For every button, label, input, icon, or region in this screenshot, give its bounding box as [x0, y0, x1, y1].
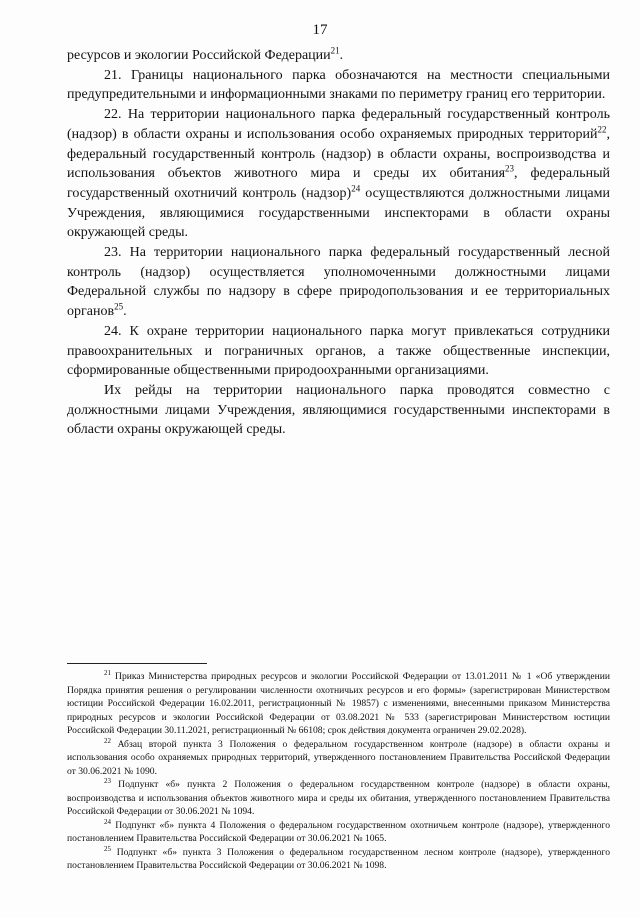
paragraph-text: осуществляются должностными лицами Учреждения, являющимися государственными инспекторами в области охраны окружающей среды. [67, 185, 610, 241]
footnote-text: Абзац второй пункта 3 Положения о федеральном государственном контроле (надзоре) в области охраны и использования особо охраняемых природных территорий, утвержденного постановлением Правительства Российской Федерации от 30.06.2021 № 1090. [67, 738, 610, 777]
paragraph [67, 381, 610, 440]
footnotes [67, 670, 610, 873]
paragraph-text: 23. На территории национального парка федеральный государственный лесной контроль (надзор) осуществляется уполномоченными должностными лицами Федеральной службы по надзору в сфере природопользования и ее территориальных органов [67, 245, 610, 320]
footnote-ref: 22 [597, 124, 607, 135]
footnote [67, 738, 610, 779]
paragraph-text: . [339, 48, 344, 63]
footnote-number: 24 [104, 817, 111, 826]
paragraph-text: ресурсов и экологии Российской Федерации [67, 48, 331, 63]
paragraph [67, 66, 610, 105]
page-number: 17 [312, 22, 328, 38]
paragraph-text: 21. Границы национального парка обозначаются на местности специальными предупредительными и информационными знаками по периметру границ его территории. [67, 67, 610, 103]
footnote-text: Приказ Министерства природных ресурсов и экологии Российской Федерации от 13.01.2011 № 1 «Об утверждении Порядка принятия решения о регулировании численности охотничьих ресурсов и его формы» (зарегистрирован Министерством юстиции Российской Федерации 16.02.2011, регистрационный № 19857) с изменениями, внесенными приказом Министерства природных ресурсов и экологии Российской Федерации от 03.08.2021 № 533 (зарегистрирован Министерством юстиции Российской Федерации 30.11.2021, регистрационный № 66108; срок действия документа ограничен 29.02.2028). [67, 671, 610, 736]
footnote-text: Подпункт «б» пункта 4 Положения о федеральном государственном охотничьем контроле (надзоре), утвержденного постановлением Правительства Российской Федерации от 30.06.2021 № 1065. [67, 819, 610, 844]
footnote-number: 23 [104, 776, 111, 785]
footnote-text: Подпункт «б» пункта 2 Положения о федеральном государственном контроле (надзоре) в области охраны, воспроизводства и использования объектов животного мира и среды их обитания, утвержденного постановлением Правительства Российской Федерации от 30.06.2021 № 1094. [67, 779, 610, 817]
footnote [67, 670, 610, 738]
footnote-ref: 23 [505, 163, 515, 174]
footnote-number: 25 [104, 844, 111, 853]
paragraph-text: . [123, 304, 127, 320]
paragraph-text: 24. К охране территории национального парка могут привлекаться сотрудники правоохранительных и пограничных органов, а также общественные инспекции, сформированные общественными природоохранными организациями. [67, 323, 610, 379]
paragraph-text: , федеральный государственный контроль (надзор) в области охраны, воспроизводства и использования объектов животного мира и среды их обитания [67, 126, 610, 182]
paragraph [67, 243, 610, 322]
paragraph [67, 322, 610, 381]
footnote-ref: 21 [330, 45, 340, 56]
footnote [67, 778, 610, 819]
paragraph-text: 22. На территории национального парка федеральный государственный контроль (надзор) в области охраны и использования особо охраняемых природных территорий [67, 107, 610, 142]
footnote-separator [67, 663, 207, 664]
paragraph-text: Их рейды на территории национального парка проводятся совместно с должностными лицами Учреждения, являющимися государственными инспекторами в области охраны окружающей среды. [67, 382, 610, 438]
paragraph-text: , федеральный государственный охотничий контроль (надзор) [67, 166, 610, 201]
main-text [67, 46, 610, 440]
footnote-ref: 24 [351, 183, 361, 194]
paragraph [67, 105, 610, 243]
footnote [67, 819, 610, 846]
footnote-text: Подпункт «б» пункта 3 Положения о федеральном государственном лесном контроле (надзоре), утвержденного постановлением Правительства Российской Федерации от 30.06.2021 № 1098. [67, 846, 610, 871]
footnote-number: 22 [104, 736, 111, 745]
paragraph [67, 46, 610, 66]
footnote-number: 21 [104, 668, 111, 677]
footnote [67, 846, 610, 873]
footnote-ref: 25 [114, 301, 124, 312]
